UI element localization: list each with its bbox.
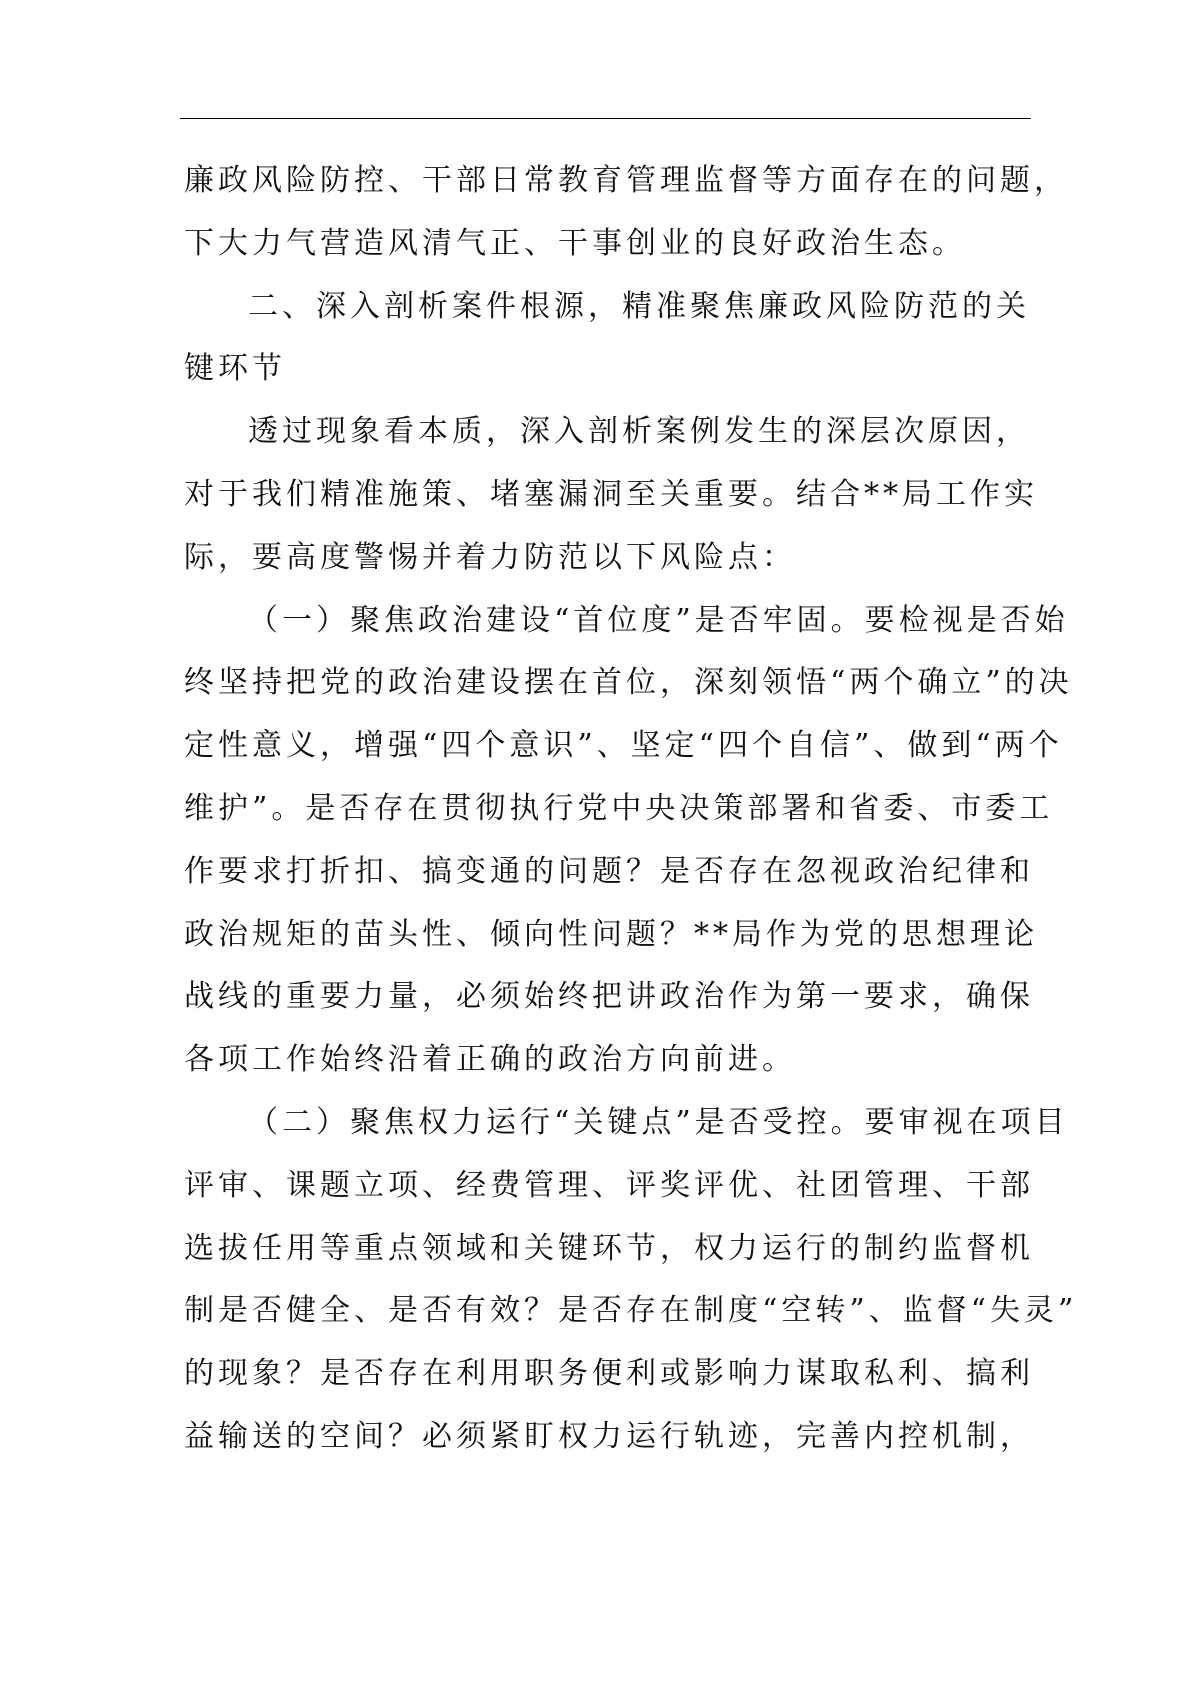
text-line: （一）聚焦政治建设“首位度”是否牢固。要检视是否始 — [248, 602, 1069, 638]
text-line: 各项工作始终沿着正确的政治方向前进。 — [184, 1042, 796, 1078]
body-text — [184, 150, 1078, 1469]
text-line: 评审、课题立项、经费管理、评奖评优、社团管理、干部 — [184, 1167, 1034, 1203]
text-line: 二、深入剖析案件根源，精准聚焦廉政风险防范的关 — [248, 288, 1030, 324]
text-line: 透过现象看本质，深入剖析案例发生的深层次原因， — [248, 414, 1030, 450]
text-line: 制是否健全、是否有效？是否存在制度“空转”、监督“失灵” — [184, 1293, 1078, 1329]
text-line: 政治规矩的苗头性、倾向性问题？**局作为党的思想理论 — [184, 916, 1038, 952]
text-line: 键环节 — [184, 351, 286, 387]
text-line: 终坚持把党的政治建设摆在首位，深刻领悟“两个确立”的决 — [184, 665, 1073, 701]
text-line: 际，要高度警惕并着力防范以下风险点： — [184, 539, 796, 575]
text-line: 定性意义，增强“四个意识”、坚定“四个自信”、做到“两个 — [184, 728, 1063, 764]
text-line: 的现象？是否存在利用职务便利或影响力谋取私利、搞利 — [184, 1356, 1034, 1392]
text-line: 对于我们精准施策、堵塞漏洞至关重要。结合**局工作实 — [184, 476, 1038, 512]
text-line: （二）聚焦权力运行“关键点”是否受控。要审视在项目 — [248, 1104, 1069, 1140]
header-rule — [180, 118, 1031, 119]
text-line: 下大力气营造风清气正、干事创业的良好政治生态。 — [184, 225, 966, 261]
text-line: 廉政风险防控、干部日常教育管理监督等方面存在的问题， — [184, 163, 1068, 198]
text-line: 益输送的空间？必须紧盯权力运行轨迹，完善内控机制， — [184, 1418, 1034, 1454]
text-line: 作要求打折扣、搞变通的问题？是否存在忽视政治纪律和 — [184, 853, 1034, 889]
text-line: 维护”。是否存在贯彻执行党中央决策部署和省委、市委工 — [184, 790, 1054, 826]
text-line: 选拔任用等重点领域和关键环节，权力运行的制约监督机 — [184, 1230, 1034, 1266]
text-line: 战线的重要力量，必须始终把讲政治作为第一要求，确保 — [184, 979, 1034, 1015]
